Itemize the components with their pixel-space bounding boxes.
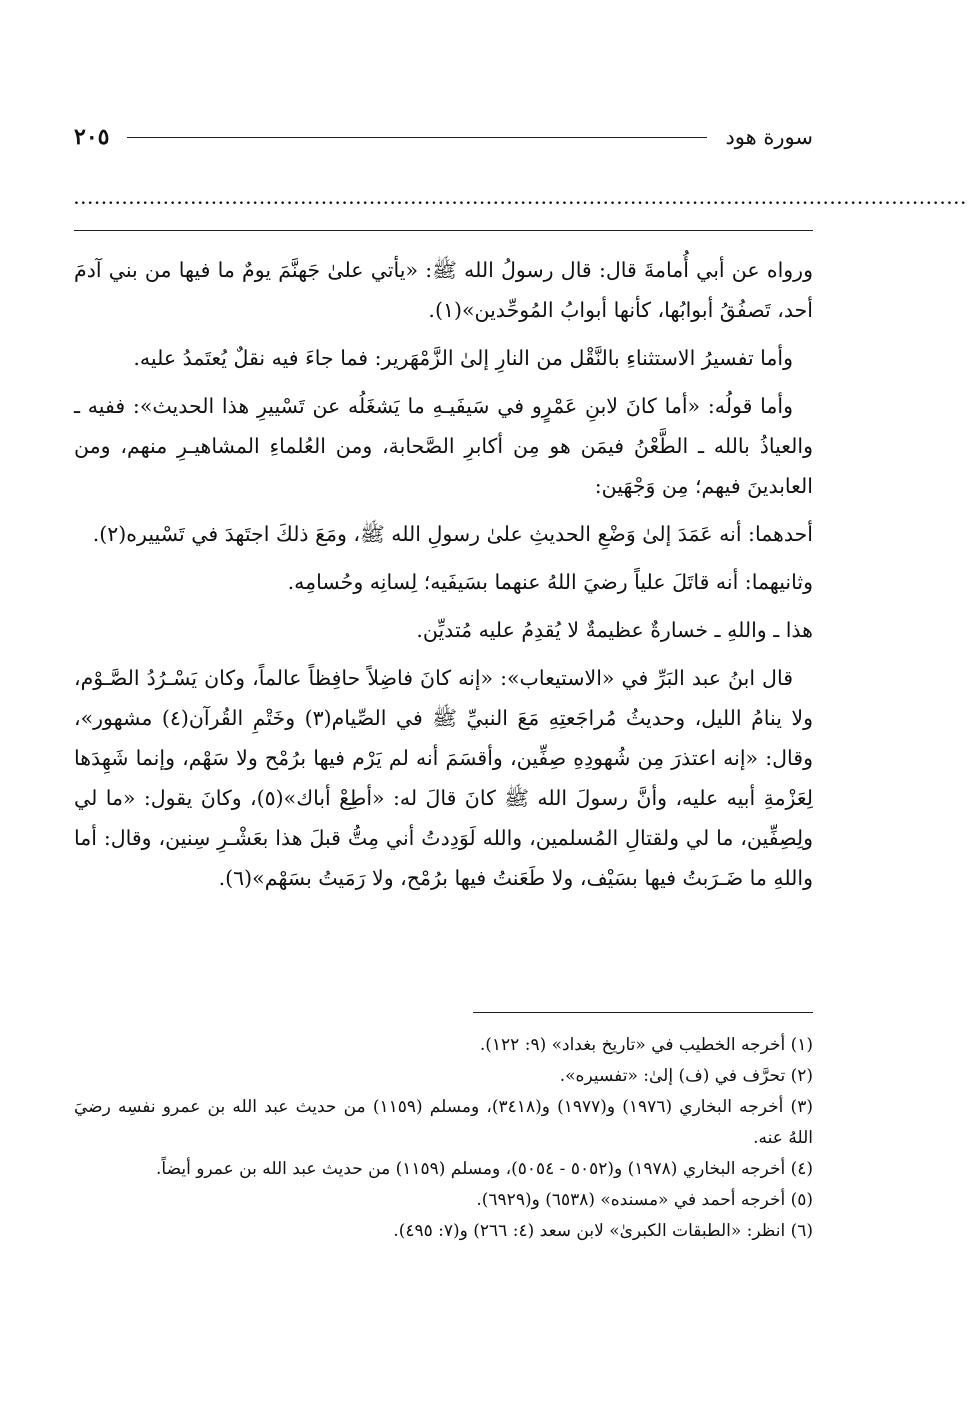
paragraph-ibn-abd-al-barr: قال ابنُ عبد البَرِّ في «الاستيعاب»: «إنه كانَ فاضِلاً حافِظاً عالماً، وكان يَسْـرُدُ الصَّـوْم، ولا ينامُ الليل، وحديثُ مُراجَعتِهِ مَعَ النبيِّ ﷺ في الصِّيام(٣) وخَتْمِ القُرآن(٤) مشهور»، وقال: «إنه اعتذرَ مِن شُهودِهِ صِفِّين، وأقسَمَ أنه لم يَرْم فيها برُمْح ولا سَهْم، وإنما شَهِدَها لِعَزْمةِ أبيه عليه، وأنَّ رسولَ الله ﷺ كانَ قالَ له: «أطِعْ أباك»(٥)، وكانَ يقول: «ما لي ولِصِفِّين، ما لي ولقتالِ المُسلمين، والله لَوَدِدتُ أني مِتُّ قبلَ هذا بعَشْـرِ سِنين، وقال: أما واللهِ ما ضَـرَبتُ فيها بسَيْف، ولا طَعَنتُ فيها برُمْح، ولا رَمَيتُ بسَهْم»(٦).	[74, 666, 813, 890]
main-text	[74, 250, 813, 906]
footnote-5: (٥) أخرجه أحمد في «مسنده» (٦٥٣٨) و(٦٩٢٩).	[476, 1190, 813, 1210]
header-rule	[127, 137, 707, 138]
paragraph-hadith-abu-umama: ورواه عن أبي أُمامةَ قال: قال رسولُ الله ﷺ: «يأتي علىٰ جَهنَّمَ يومٌ ما فيها من بني آدمَ أحد، تَصفُقُ أبوابُها، كأنها أبوابُ المُوحِّدين»(١).	[74, 258, 813, 322]
body-top-rule	[74, 230, 813, 231]
footnote-6: (٦) انظر: «الطبقات الكبرىٰ» لابن سعد (٤: ٢٦٦) و(٧: ٤٩٥).	[393, 1221, 813, 1241]
paragraph-first-aspect: أحدهما: أنه عَمَدَ إلىٰ وَضْعِ الحديثِ علىٰ رسولِ الله ﷺ، ومَعَ ذلكَ اجتَهدَ في تَسْييره(٢).	[92, 522, 813, 546]
footnote-4: (٤) أخرجه البخاري (١٩٧٨) و(٥٠٥٢ - ٥٠٥٤)، ومسلم (١١٥٩) من حديث عبد الله بن عمرو أيضاً.	[156, 1159, 813, 1179]
footnote-2: (٢) تحرَّف في (ف) إلىٰ: «تفسيره».	[559, 1066, 813, 1086]
footnote-separator	[473, 1012, 813, 1013]
footnote-1: (١) أخرجه الخطيب في «تاريخ بغداد» (٩: ١٢٢).	[479, 1035, 813, 1055]
paragraph-conclusion: هذا ـ واللهِ ـ خسارةٌ عظيمةٌ لا يُقدِمُ عليه مُتديِّن.	[416, 618, 813, 642]
book-page	[74, 0, 968, 1411]
running-header	[74, 120, 813, 154]
surah-title: سورة هود	[725, 125, 813, 149]
paragraph-two-aspects: وأما قولُه: «أما كانَ لابنِ عَمْرٍو في سَيفَيـهِ ما يَشغَلُه عن تَسْييرِ هذا الحديث»: ففيه ـ والعياذُ بالله ـ الطَّعْنُ فيمَن هو مِن أكابرِ الصَّحابة، ومن العُلماءِ المشاهيـرِ منهم، ومن العابدينَ فيهم؛ مِن وَجْهَين:	[74, 394, 813, 498]
footnote-3: (٣) أخرجه البخاري (١٩٧٦) و(١٩٧٧) و(٣٤١٨)، ومسلم (١١٥٩) من حديث عبد الله بن عمرو نفسِه رضيَ اللهُ عنه.	[74, 1097, 813, 1148]
dotted-divider: ..................................................................................................................................	[74, 192, 968, 208]
page-number: ٢٠٥	[74, 124, 110, 150]
paragraph-second-aspect: وثانيهما: أنه قاتَلَ علياً رضيَ اللهُ عنهما بسَيفَيه؛ لِسانِه وحُسامِه.	[287, 570, 813, 594]
paragraph-zamharir: وأما تفسيرُ الاستثناءِ بالنَّقْل من النارِ إلىٰ الزَّمْهَرير: فما جاءَ فيه نقلٌ يُعتَمدُ عليه.	[133, 346, 793, 370]
footnotes	[74, 1030, 813, 1247]
